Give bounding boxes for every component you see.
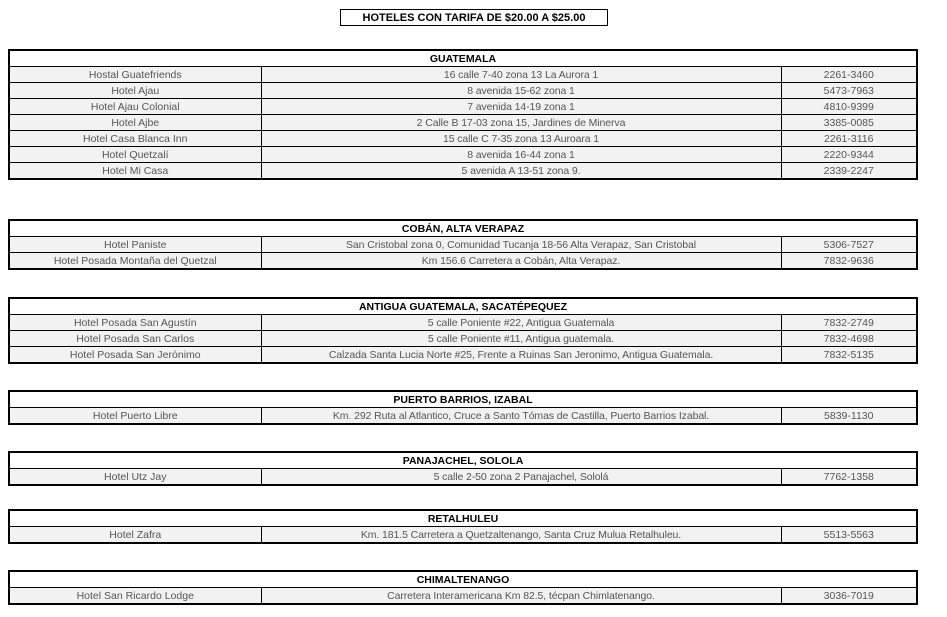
hotel-address-cell: 5 calle Poniente #22, Antigua Guatemala	[261, 315, 781, 331]
hotel-phone-cell: 3385-0085	[781, 115, 917, 131]
hotel-address-cell: 8 avenida 15-62 zona 1	[261, 83, 781, 99]
hotel-address-cell: 7 avenida 14-19 zona 1	[261, 99, 781, 115]
hotel-address-cell: Km. 292 Ruta al Atlantico, Cruce a Santo Tómas de Castilla, Puerto Barrios Izabal.	[261, 408, 781, 425]
hotel-name-cell: Hostal Guatefriends	[9, 67, 261, 83]
hotel-name-cell: Hotel Paniste	[9, 237, 261, 253]
hotel-name-cell: Hotel Ajau Colonial	[9, 99, 261, 115]
hotel-phone-cell: 5513-5563	[781, 527, 917, 544]
hotel-row	[9, 83, 917, 99]
hotel-name-cell: Hotel Casa Blanca Inn	[9, 131, 261, 147]
hotel-phone-cell: 3036-7019	[781, 588, 917, 605]
hotel-name-cell: Hotel Zafra	[9, 527, 261, 544]
region-table	[8, 49, 918, 180]
hotel-phone-cell: 2261-3460	[781, 67, 917, 83]
hotel-row	[9, 347, 917, 364]
region-header: PUERTO BARRIOS, IZABAL	[9, 391, 917, 408]
region-table	[8, 390, 918, 425]
hotel-address-cell: Carretera Interamericana Km 82.5, técpan Chimlatenango.	[261, 588, 781, 605]
hotel-row	[9, 131, 917, 147]
hotel-row	[9, 237, 917, 253]
hotel-name-cell: Hotel Posada Montaña del Quetzal	[9, 253, 261, 270]
hotel-name-cell: Hotel Mi Casa	[9, 163, 261, 180]
hotel-address-cell: 15 calle C 7-35 zona 13 Auroara 1	[261, 131, 781, 147]
hotel-address-cell: 5 calle Poniente #11, Antigua guatemala.	[261, 331, 781, 347]
hotel-name-cell: Hotel Ajau	[9, 83, 261, 99]
region-header: PANAJACHEL, SOLOLA	[9, 452, 917, 469]
hotel-row	[9, 315, 917, 331]
region-table	[8, 219, 918, 270]
hotel-phone-cell: 4810-9399	[781, 99, 917, 115]
hotel-phone-cell: 7832-4698	[781, 331, 917, 347]
hotel-row	[9, 527, 917, 544]
document-title: HOTELES CON TARIFA DE $20.00 A $25.00	[340, 9, 608, 26]
region-header: CHIMALTENANGO	[9, 571, 917, 588]
region-table	[8, 297, 918, 364]
hotel-address-cell: 5 calle 2-50 zona 2 Panajachel, Sololá	[261, 469, 781, 486]
hotel-address-cell: 8 avenida 16-44 zona 1	[261, 147, 781, 163]
hotel-name-cell: Hotel Posada San Jerónimo	[9, 347, 261, 364]
hotel-phone-cell: 7832-2749	[781, 315, 917, 331]
hotel-phone-cell: 5839-1130	[781, 408, 917, 425]
region-header: GUATEMALA	[9, 50, 917, 67]
hotel-address-cell: Km. 181.5 Carretera a Quetzaltenango, Santa Cruz Mulua Retalhuleu.	[261, 527, 781, 544]
hotel-row	[9, 163, 917, 180]
hotel-address-cell: 2 Calle B 17-03 zona 15, Jardines de Minerva	[261, 115, 781, 131]
hotel-name-cell: Hotel Quetzalí	[9, 147, 261, 163]
region-table	[8, 509, 918, 544]
hotel-address-cell: 16 calle 7-40 zona 13 La Aurora 1	[261, 67, 781, 83]
hotel-row	[9, 115, 917, 131]
hotel-name-cell: Hotel Utz Jay	[9, 469, 261, 486]
hotel-phone-cell: 7832-5135	[781, 347, 917, 364]
hotel-row	[9, 588, 917, 605]
region-header: RETALHULEU	[9, 510, 917, 527]
hotel-phone-cell: 2339-2247	[781, 163, 917, 180]
hotel-row	[9, 67, 917, 83]
hotel-name-cell: Hotel Ajbe	[9, 115, 261, 131]
hotel-name-cell: Hotel Posada San Carlos	[9, 331, 261, 347]
hotel-row	[9, 331, 917, 347]
hotel-address-cell: 5 avenida A 13-51 zona 9.	[261, 163, 781, 180]
hotel-phone-cell: 2261-3116	[781, 131, 917, 147]
hotel-phone-cell: 5473-7963	[781, 83, 917, 99]
region-header: ANTIGUA GUATEMALA, SACATÉPEQUEZ	[9, 298, 917, 315]
hotel-name-cell: Hotel Puerto Libre	[9, 408, 261, 425]
hotel-row	[9, 408, 917, 425]
hotel-address-cell: Km 156.6 Carretera a Cobán, Alta Verapaz.	[261, 253, 781, 270]
region-table	[8, 570, 918, 605]
hotel-address-cell: Calzada Santa Lucia Norte #25, Frente a Ruinas San Jeronimo, Antigua Guatemala.	[261, 347, 781, 364]
hotel-row	[9, 99, 917, 115]
hotel-row	[9, 147, 917, 163]
hotel-row	[9, 469, 917, 486]
hotel-phone-cell: 7832-9636	[781, 253, 917, 270]
hotel-phone-cell: 2220-9344	[781, 147, 917, 163]
hotel-row	[9, 253, 917, 270]
hotel-phone-cell: 5306-7527	[781, 237, 917, 253]
hotel-address-cell: San Cristobal zona 0, Comunidad Tucanja 18-56 Alta Verapaz, San Cristobal	[261, 237, 781, 253]
hotel-name-cell: Hotel Posada San Agustín	[9, 315, 261, 331]
hotel-phone-cell: 7762-1358	[781, 469, 917, 486]
region-table	[8, 451, 918, 486]
hotel-name-cell: Hotel San Ricardo Lodge	[9, 588, 261, 605]
region-header: COBÁN, ALTA VERAPAZ	[9, 220, 917, 237]
